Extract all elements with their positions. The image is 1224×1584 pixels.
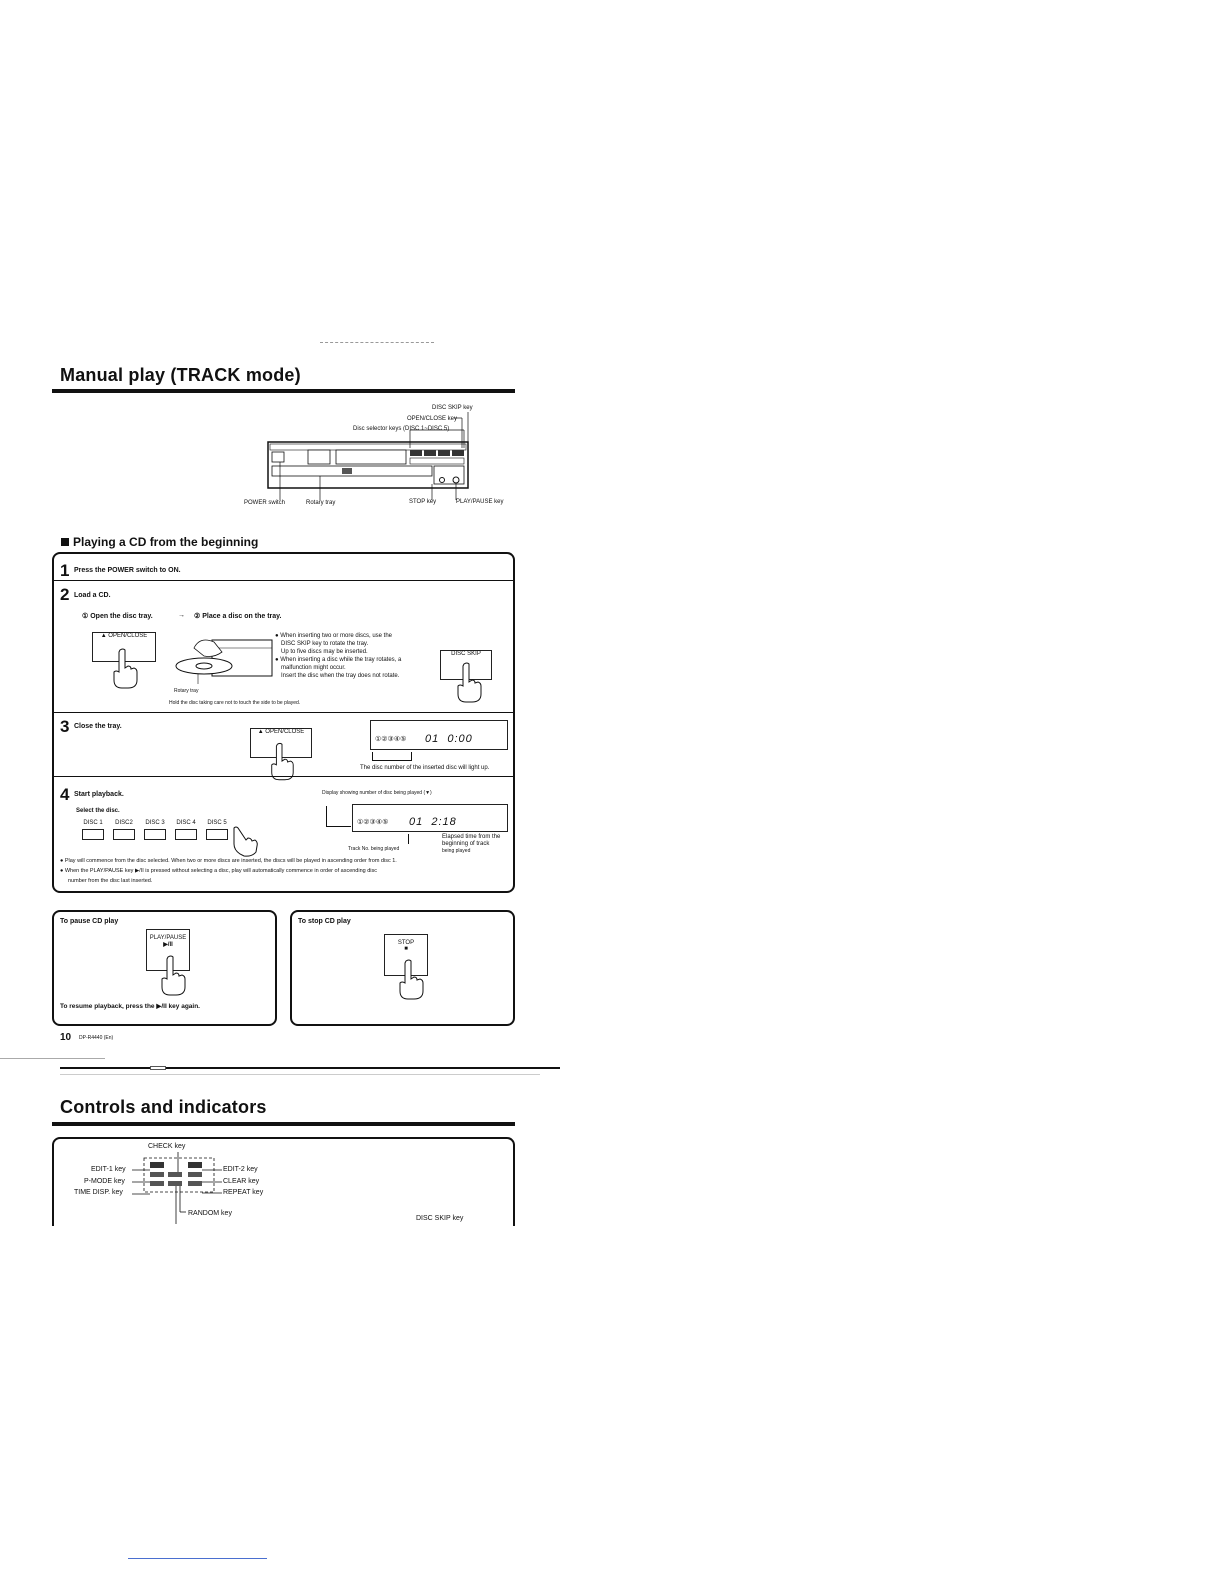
hand-icon xyxy=(110,648,140,690)
disc-skip-key-label: DISC SKIP xyxy=(451,651,481,657)
lcd-caption: The disc number of the inserted disc will light up. xyxy=(360,765,490,771)
hand-icon xyxy=(454,662,484,704)
disc-key-label: DISC 1 xyxy=(83,820,103,826)
disc-key-3 xyxy=(144,829,166,840)
title-rule xyxy=(52,1122,515,1126)
scan-marks-top xyxy=(320,342,434,343)
resume-text: To resume playback, press the ▶/II key again. xyxy=(60,1003,200,1010)
label-stop-key: STOP key xyxy=(409,499,437,505)
track-pointer-line xyxy=(408,834,409,844)
step4-note: ● When the PLAY/PAUSE key ▶/II is pressed without selecting a disc, play will automatically commence in order of ascending disc xyxy=(60,868,378,874)
section-title: Controls and indicators xyxy=(60,1097,267,1117)
disc-key-label: DISC 4 xyxy=(176,820,196,826)
page-number: 10 xyxy=(60,1032,72,1043)
display-pointer-line xyxy=(326,806,351,827)
step-arrow: → xyxy=(178,612,185,619)
random-key-label: RANDOM key xyxy=(188,1210,232,1217)
step-divider xyxy=(54,580,513,581)
repeat-key-label: REPEAT key xyxy=(223,1189,264,1196)
pause-box xyxy=(52,910,277,1026)
label-power-switch: POWER switch xyxy=(244,500,286,506)
disc-skip-key-label: DISC SKIP key xyxy=(416,1215,464,1222)
play-pause-icon: ▶/II xyxy=(163,942,173,948)
select-disc-text: Select the disc. xyxy=(76,808,120,814)
step-sub-place-disc: ② Place a disc on the tray. xyxy=(194,613,282,620)
disc-key-label: DISC 5 xyxy=(207,820,227,826)
note-line: Up to five discs may be inserted. xyxy=(281,649,368,655)
play-pause-key-label: PLAY/PAUSE xyxy=(149,935,187,941)
rotary-tray-label: Rotary tray xyxy=(174,688,199,694)
controls-box xyxy=(52,1137,515,1237)
lcd-disc-indicators: ①②③④⑤ xyxy=(357,819,389,826)
note-line: ● When inserting two or more discs, use the xyxy=(275,633,393,639)
check-key-label: CHECK key xyxy=(148,1143,186,1150)
hand-icon xyxy=(396,958,426,1002)
disc-tray-illustration xyxy=(174,628,280,686)
model-number: DP-R4440 (En) xyxy=(79,1035,114,1041)
disc-key-1 xyxy=(82,829,104,840)
elapsed-label: being played xyxy=(442,848,471,854)
note-line: DISC SKIP key to rotate the tray. xyxy=(281,641,369,647)
title-rule xyxy=(52,389,515,393)
pause-title: To pause CD play xyxy=(60,918,119,925)
section-title: Manual play (TRACK mode) xyxy=(60,365,301,385)
label-play-pause-key: PLAY/PAUSE key xyxy=(456,499,504,505)
cd-player-diagram xyxy=(236,400,516,512)
step-sub-open-tray: ① Open the disc tray. xyxy=(82,613,153,620)
hold-note: Hold the disc taking care not to touch the side to be played. xyxy=(169,700,301,706)
step-number: 2 xyxy=(60,585,70,604)
label-rotary-tray: Rotary tray xyxy=(306,500,336,506)
clear-key-label: CLEAR key xyxy=(223,1178,260,1185)
page-separator-gap xyxy=(150,1066,166,1070)
note-line: ● When inserting a disc while the tray rotates, a xyxy=(275,657,402,663)
step-text: Load a CD. xyxy=(74,592,111,599)
open-close-key-label: ▲ OPEN/CLOSE xyxy=(100,633,148,639)
note-line: Insert the disc when the tray does not rotate. xyxy=(281,673,400,679)
elapsed-label: beginning of track xyxy=(442,841,490,847)
step4-note: number from the disc last inserted. xyxy=(68,878,153,884)
note-line: malfunction might occur. xyxy=(281,665,346,671)
lcd-bracket xyxy=(372,752,412,761)
lcd-readout: 01 2:18 xyxy=(409,816,457,828)
edit1-key-label: EDIT-1 key xyxy=(91,1166,126,1173)
disc-key-label: DISC2 xyxy=(115,820,133,826)
step-text: Close the tray. xyxy=(74,723,122,730)
hand-icon xyxy=(158,954,188,998)
bottom-scan-line xyxy=(128,1558,267,1559)
label-disc-skip: DISC SKIP key xyxy=(432,405,473,411)
heading-square-icon xyxy=(61,538,69,546)
page-separator-faint xyxy=(0,1058,105,1059)
open-close-key-label: ▲ OPEN/CLOSE xyxy=(257,729,305,735)
bottom-crop-cover xyxy=(40,1226,560,1246)
step-text: Start playback. xyxy=(74,791,124,798)
stop-key-label: STOP xyxy=(397,940,415,946)
timedisp-key-label: TIME DISP. key xyxy=(74,1189,123,1196)
lcd-display xyxy=(370,720,508,750)
disc-key-label: DISC 3 xyxy=(145,820,165,826)
playing-heading: Playing a CD from the beginning xyxy=(73,535,259,549)
page-separator-thin xyxy=(60,1074,540,1075)
label-open-close: OPEN/CLOSE key xyxy=(407,416,458,422)
step-divider xyxy=(54,776,513,777)
hand-icon xyxy=(230,824,260,858)
stop-box xyxy=(290,910,515,1026)
page-separator xyxy=(60,1067,560,1069)
display-label: Display showing number of disc being played (▼) xyxy=(322,790,432,796)
disc-key-2 xyxy=(113,829,135,840)
lcd-display xyxy=(352,804,508,832)
label-disc-selector: Disc selector keys (DISC 1~DISC 5) xyxy=(353,426,450,432)
lcd-readout: 01 0:00 xyxy=(425,733,473,745)
step4-note: ● Play will commence from the disc selected. When two or more discs are inserted, the discs will be played in ascending order from disc 1. xyxy=(60,858,397,864)
step-number: 4 xyxy=(60,785,70,804)
step-text: Press the POWER switch to ON. xyxy=(74,567,181,574)
elapsed-label: Elapsed time from the xyxy=(442,834,501,840)
pmode-key-label: P-MODE key xyxy=(84,1178,125,1185)
edit2-key-label: EDIT-2 key xyxy=(223,1166,258,1173)
track-label: Track No. being played xyxy=(348,846,400,852)
disc-key-5 xyxy=(206,829,228,840)
stop-title: To stop CD play xyxy=(298,918,351,925)
steps-box xyxy=(52,552,515,893)
step-divider xyxy=(54,712,513,713)
step-number: 3 xyxy=(60,717,70,736)
stop-icon: ■ xyxy=(404,946,408,952)
step-number: 1 xyxy=(60,561,70,580)
lcd-disc-indicators: ①②③④⑤ xyxy=(375,736,407,743)
disc-key-4 xyxy=(175,829,197,840)
